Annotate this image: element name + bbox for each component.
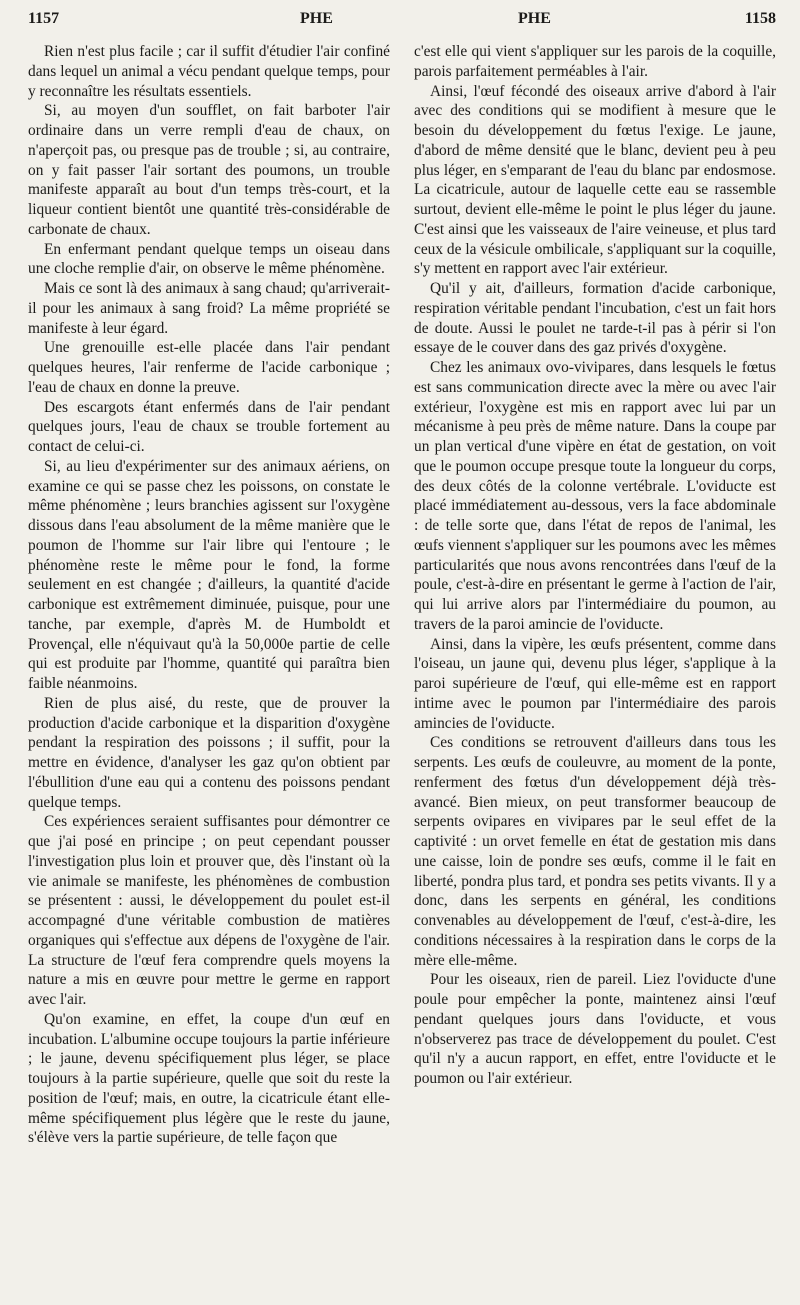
paragraph: Chez les animaux ovo-vivipares, dans lesquels le fœtus est sans communication directe avec la mère ou avec l'air extérieur, l'oxygène est mis en rapport avec lui par un mécanisme à peu près de même nature. Dans la coupe par un plan vertical d'une vipère en état de gestation, on voit que le poumon occupe presque toute la longueur du corps, des deux côtés de la colonne vertébrale. L'oviducte est placé immédiatement au-dessous, vers la face abdominale : de telle sorte que, dans l'état de repos de l'animal, les œufs viennent s'appliquer sur les poumons avec les mêmes particularités que nous avons rencontrées dans l'œuf de la poule, c'est-à-dire en présentant le germe à l'action de l'air, qui lui arrive alors par l'intermédiaire du poumon, au travers de la paroi amincie de l'oviducte. <box>414 359 776 633</box>
paragraph: Une grenouille est-elle placée dans l'air pendant quelques heures, l'air renferme de l'acide carbonique ; l'eau de chaux en donne la preuve. <box>28 339 390 396</box>
left-page-number: 1157 <box>28 10 60 27</box>
right-page-number: 1158 <box>744 10 776 27</box>
paragraph: Rien n'est plus facile ; car il suffit d'étudier l'air confiné dans lequel un animal a vécu pendant quelque temps, pour y reconnaître les résultats essentiels. <box>28 43 390 100</box>
paragraph: Mais ce sont là des animaux à sang chaud; qu'arriverait-il pour les animaux à sang froid? La même propriété se manifeste à leur égard. <box>28 280 390 337</box>
paragraph: Qu'il y ait, d'ailleurs, formation d'acide carbonique, respiration véritable pendant l'incubation, c'est un fait hors de doute. Aussi le poulet ne tarde-t-il pas à périr si l'on essaye de le couver dans des gaz privés d'oxygène. <box>414 280 776 357</box>
paragraph: Ainsi, dans la vipère, les œufs présentent, comme dans l'oiseau, un jaune qui, devenu plus léger, s'applique à la paroi supérieure de l'œuf, qui elle-même est en rapport intime avec le poumon par l'intermédiaire des parois amincies de l'oviducte. <box>414 635 776 732</box>
paragraph: Qu'on examine, en effet, la coupe d'un œuf en incubation. L'albumine occupe toujours la partie inférieure ; le jaune, devenu spécifiquement plus léger, se place toujours à la partie supérieure, quelle que soit du reste la position de l'œuf; mais, en outre, la cicatricule étant elle-même spécifiquement plus légère que le reste du jaune, s'élève vers la partie supérieure, de telle façon que <box>28 1010 390 1147</box>
text-columns <box>28 42 776 1297</box>
paragraph: Ces expériences seraient suffisantes pour démontrer ce que j'ai posé en principe ; on peut cependant pousser l'investigation plus loin et prouver que, dès l'instant où la vie animale se manifeste, les phénomènes de combustion se présentent : aussi, le développement du poulet est-il accompagné d'une véritable combustion de matières organiques qui s'effectue aux dépens de l'oxygène de l'air. La structure de l'œuf fera comprendre quels moyens la nature a mis en œuvre pour mettre le germe en rapport avec l'air. <box>28 813 390 1008</box>
paragraph: En enfermant pendant quelque temps un oiseau dans une cloche remplie d'air, on observe le même phénomène. <box>28 240 390 278</box>
page-header <box>28 10 776 36</box>
paragraph: Rien de plus aisé, du reste, que de prouver la production d'acide carbonique et la disparition d'oxygène pendant la respiration des poissons ; il suffit, pour la mettre en évidence, d'analyser les gaz qu'on obtient par l'ébullition d'une eau qui a contenu des poissons pendant quelque temps. <box>28 694 390 811</box>
paragraph: Pour les oiseaux, rien de pareil. Liez l'oviducte d'une poule pour empêcher la ponte, maintenez ainsi l'œuf pendant quelques jours dans l'oviducte, et vous n'observerez pas trace de développement du poulet. C'est qu'il n'y a aucun rapport, en effet, entre l'oviducte et le poumon ou l'air extérieur. <box>414 971 776 1087</box>
paragraph-continued: c'est elle qui vient s'appliquer sur les parois de la coquille, parois parfaitement perméables à l'air. <box>414 43 776 80</box>
left-running-title: PHE <box>300 10 333 27</box>
paragraph: Si, au lieu d'expérimenter sur des animaux aériens, on examine ce qui se passe chez les poissons, on constate le même phénomène ; leurs branchies agissent sur l'oxygène dissous dans l'eau absolument de la même manière que le poumon de l'homme sur l'air libre qui l'entoure ; le phénomène reste le même pour le fond, la forme seulement en est changée ; d'ailleurs, la quantité d'acide carbonique est extrêmement diminuée, puisque, pour une tanche, par exemple, d'après M. de Humboldt et Provençal, elle n'équivaut qu'à la 50,000e partie de celle qui est produite par l'homme, quantité qui paraîtra bien faible néanmoins. <box>28 457 390 692</box>
paragraph: Des escargots étant enfermés dans de l'air pendant quelques jours, l'eau de chaux se trouble fortement au contact de celui-ci. <box>28 398 390 455</box>
paragraph: Ces conditions se retrouvent d'ailleurs dans tous les serpents. Les œufs de couleuvre, au moment de la ponte, renferment des fœtus d'un développement déjà très-avancé. Bien mieux, on peut transformer beaucoup de serpents ovipares en vivipares par le seul effet de la captivité : un orvet femelle en état de gestation mis dans une caisse, loin de pondre ses œufs, comme il le fait en liberté, pondra plus tard, et pondra ses petits vivants. Il y a donc, dans les serpents en général, les conditions convenables au développement de l'œuf, c'est-à-dire, les conditions nécessaires à la respiration dans le corps de la mère elle-même. <box>414 734 776 969</box>
right-column <box>414 42 776 1297</box>
right-running-title: PHE <box>518 10 551 27</box>
left-column <box>28 42 390 1297</box>
paragraph: Si, au moyen d'un soufflet, on fait barboter l'air ordinaire dans un verre rempli d'eau de chaux, on n'aperçoit pas, ou presque pas de trouble ; si, au contraire, on y fait passer l'air sortant des poumons, un trouble manifeste apparaît au bout d'un temps très-court, et la liqueur contient bientôt une quantité très-considérable de carbonate de chaux. <box>28 102 390 238</box>
paragraph: Ainsi, l'œuf fécondé des oiseaux arrive d'abord à l'air avec des conditions qui se modifient à mesure que le besoin du développement du fœtus l'exige. Le jaune, d'abord de même densité que le blanc, devient peu à peu plus léger, en s'emparant de l'eau du blanc par endosmose. La cicatricule, autour de laquelle cette eau se rassemble surtout, devient elle-même le point le plus léger du jaune. C'est ainsi que les vaisseaux de l'aire veineuse, et plus tard ceux de la vésicule ombilicale, s'appliquant sur la coquille, s'y mettent en rapport avec l'air extérieur. <box>414 82 776 278</box>
